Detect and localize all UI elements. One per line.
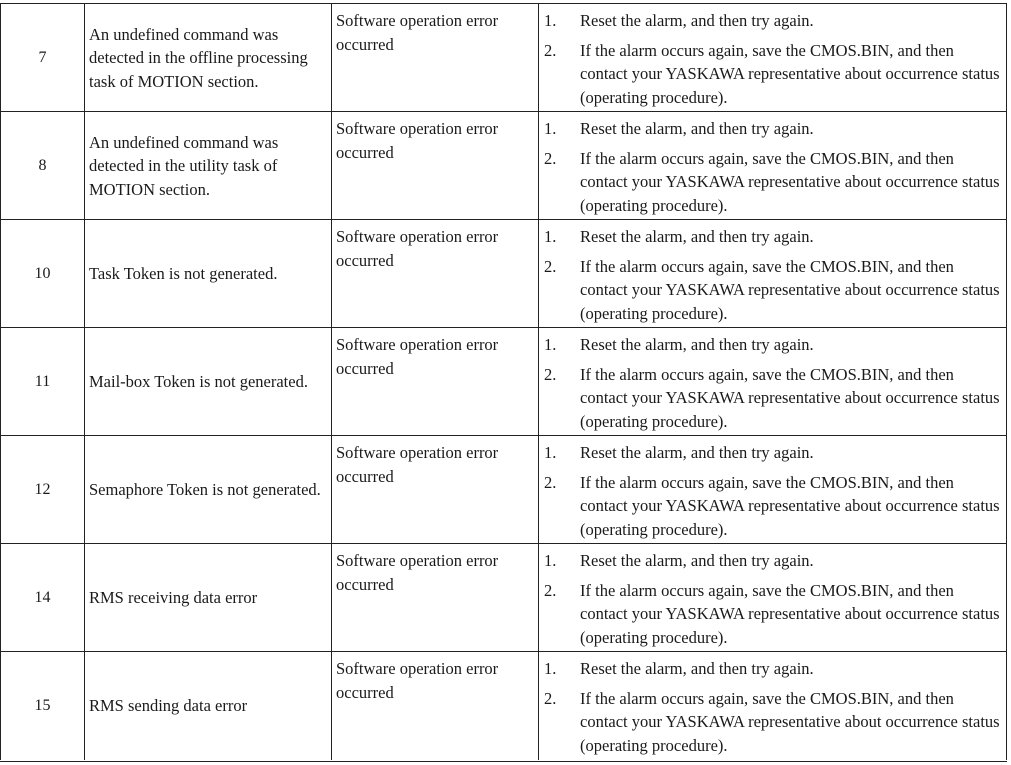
table-row: [0, 435, 1007, 544]
step-text: If the alarm occurs again, save the CMOS.BIN, and then contact your YASKAWA representative about occurrence status (operating procedure).: [580, 580, 1000, 647]
alarm-cause: Software operation error occurred: [332, 328, 539, 436]
alarm-remedy: [539, 436, 1007, 544]
alarm-remedy: [539, 4, 1007, 112]
step-text: Reset the alarm, and then try again.: [580, 551, 814, 570]
remedy-step: [544, 147, 1000, 218]
step-text: Reset the alarm, and then try again.: [580, 335, 814, 354]
step-text: If the alarm occurs again, save the CMOS.BIN, and then contact your YASKAWA representative about occurrence status (operating procedure).: [580, 40, 1000, 107]
alarm-message-text: Mail-box Token is not generated.: [89, 372, 308, 392]
table-row: [0, 111, 1007, 220]
alarm-cause: Software operation error occurred: [332, 652, 539, 760]
alarm-message-text: Task Token is not generated.: [89, 264, 278, 284]
remedy-step: [544, 363, 1000, 434]
alarm-message-text: An undefined command was detected in the utility task of MOTION section.: [89, 132, 279, 199]
step-text: If the alarm occurs again, save the CMOS.BIN, and then contact your YASKAWA representative about occurrence status (operating procedure).: [580, 472, 1000, 539]
alarm-message-text: RMS receiving data error: [89, 588, 258, 608]
step-number: 1.: [544, 227, 557, 246]
step-text: If the alarm occurs again, save the CMOS.BIN, and then contact your YASKAWA representative about occurrence status (operating procedure).: [580, 364, 1000, 431]
alarm-message-text: An undefined command was detected in the offline processing task of MOTION section.: [89, 24, 308, 91]
alarm-message: [85, 220, 332, 328]
alarm-number: 14: [0, 544, 85, 652]
step-number: 2.: [544, 688, 557, 708]
table-row: [0, 651, 1007, 760]
step-number: 1.: [544, 551, 557, 570]
alarm-message: [85, 4, 332, 112]
alarm-number: 8: [0, 112, 85, 220]
alarm-cause: Software operation error occurred: [332, 220, 539, 328]
table-row: [0, 543, 1007, 652]
step-number: 1.: [544, 335, 557, 354]
table-row: [0, 3, 1007, 112]
remedy-step: [544, 39, 1000, 110]
alarm-message: [85, 652, 332, 760]
remedy-step: [544, 117, 1000, 141]
step-number: 2.: [544, 148, 557, 168]
alarm-message: [85, 436, 332, 544]
alarm-message-text: RMS sending data error: [89, 696, 248, 716]
remedy-step: [544, 687, 1000, 758]
remedy-step: [544, 9, 1000, 33]
alarm-number: 11: [0, 328, 85, 436]
alarm-remedy: [539, 220, 1007, 328]
step-number: 1.: [544, 443, 557, 462]
remedy-step: [544, 471, 1000, 542]
step-text: If the alarm occurs again, save the CMOS.BIN, and then contact your YASKAWA representative about occurrence status (operating procedure).: [580, 148, 1000, 215]
step-text: Reset the alarm, and then try again.: [580, 659, 814, 678]
step-text: If the alarm occurs again, save the CMOS.BIN, and then contact your YASKAWA representative about occurrence status (operating procedure).: [580, 688, 1000, 755]
alarm-cause: Software operation error occurred: [332, 112, 539, 220]
step-number: 2.: [544, 472, 557, 492]
alarm-remedy: [539, 328, 1007, 436]
alarm-number: 15: [0, 652, 85, 760]
step-number: 1.: [544, 11, 557, 30]
table-row: [0, 327, 1007, 436]
remedy-step: [544, 255, 1000, 326]
remedy-step: [544, 657, 1000, 681]
step-text: Reset the alarm, and then try again.: [580, 443, 814, 462]
table-row: [0, 219, 1007, 328]
step-number: 2.: [544, 40, 557, 60]
alarm-cause: Software operation error occurred: [332, 4, 539, 112]
alarm-message: [85, 112, 332, 220]
table-bottom-border: [0, 761, 1007, 762]
alarm-number: 12: [0, 436, 85, 544]
alarm-cause: Software operation error occurred: [332, 544, 539, 652]
step-number: 1.: [544, 659, 557, 678]
alarm-message: [85, 328, 332, 436]
step-number: 2.: [544, 580, 557, 600]
alarm-remedy: [539, 112, 1007, 220]
remedy-step: [544, 579, 1000, 650]
remedy-step: [544, 441, 1000, 465]
alarm-cause: Software operation error occurred: [332, 436, 539, 544]
step-text: Reset the alarm, and then try again.: [580, 11, 814, 30]
step-number: 2.: [544, 256, 557, 276]
remedy-step: [544, 333, 1000, 357]
step-number: 1.: [544, 119, 557, 138]
alarm-message: [85, 544, 332, 652]
alarm-number: 7: [0, 4, 85, 112]
step-text: Reset the alarm, and then try again.: [580, 227, 814, 246]
alarm-remedy: [539, 544, 1007, 652]
alarm-remedy: [539, 652, 1007, 760]
remedy-step: [544, 225, 1000, 249]
remedy-step: [544, 549, 1000, 573]
step-text: Reset the alarm, and then try again.: [580, 119, 814, 138]
step-text: If the alarm occurs again, save the CMOS.BIN, and then contact your YASKAWA representative about occurrence status (operating procedure).: [580, 256, 1000, 323]
alarm-message-text: Semaphore Token is not generated.: [89, 480, 321, 500]
alarm-number: 10: [0, 220, 85, 328]
step-number: 2.: [544, 364, 557, 384]
